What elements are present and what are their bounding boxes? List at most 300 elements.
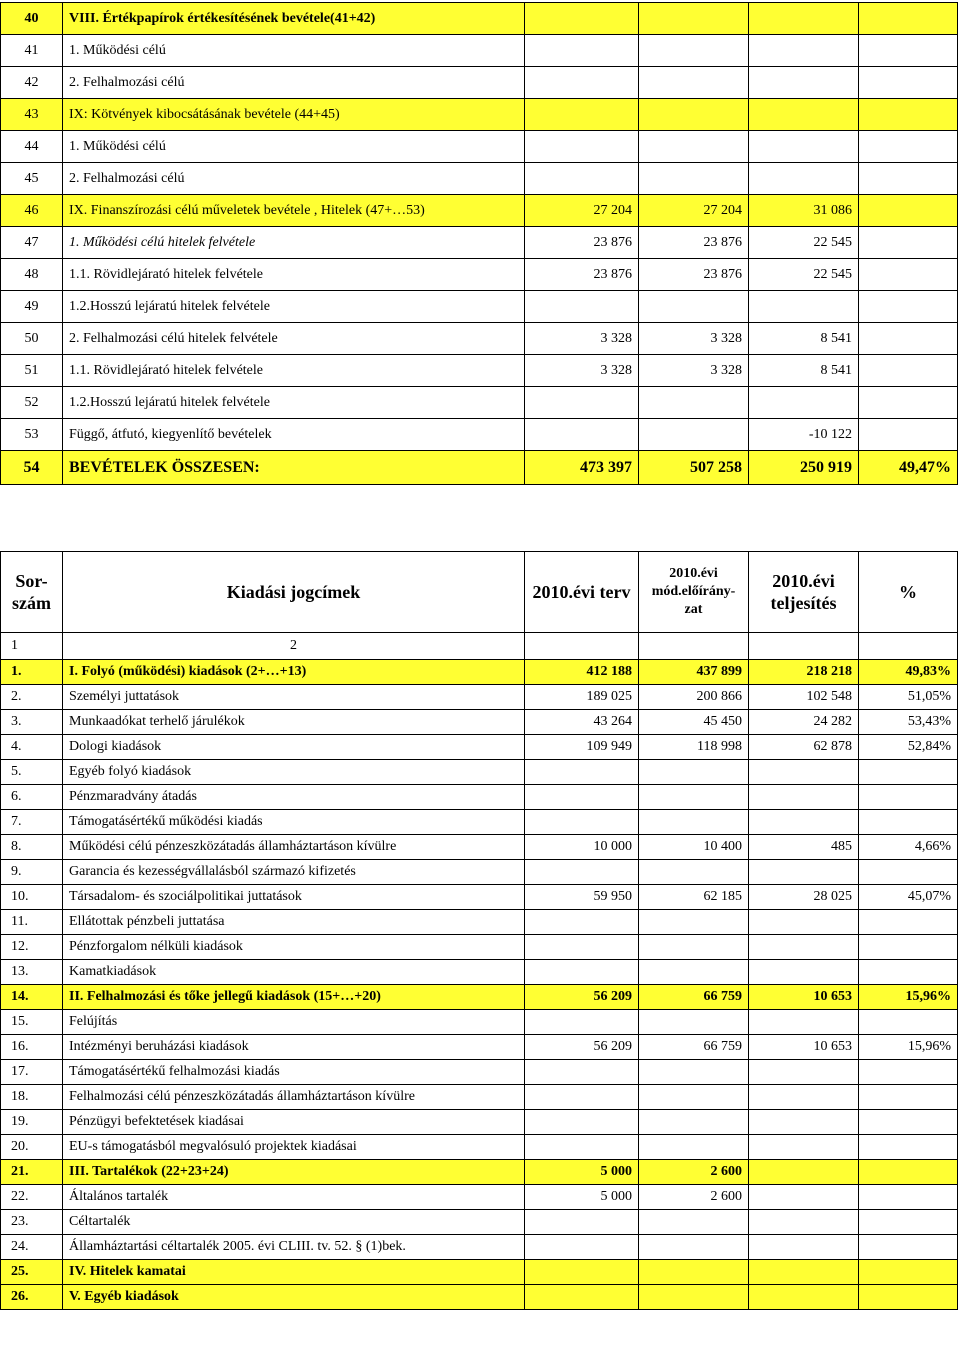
row-value-percent: 45,07% — [859, 885, 958, 910]
row-value-modified: 200 866 — [639, 685, 749, 710]
table-row — [1, 835, 958, 860]
table-row — [1, 1060, 958, 1085]
row-label: Támogatásértékű működési kiadás — [63, 810, 525, 835]
row-value-actual — [749, 960, 859, 985]
colnum-empty — [525, 633, 639, 660]
row-label: 2. Felhalmozási célú — [63, 67, 525, 99]
row-label: Intézményi beruházási kiadások — [63, 1035, 525, 1060]
row-value-plan: 56 209 — [525, 1035, 639, 1060]
row-label: Pénzforgalom nélküli kiadások — [63, 935, 525, 960]
row-value-percent: 51,05% — [859, 685, 958, 710]
row-value-percent — [859, 935, 958, 960]
row-number: 44 — [1, 131, 63, 163]
row-value-percent — [859, 1135, 958, 1160]
row-value-plan — [525, 1085, 639, 1110]
row-number: 18. — [1, 1085, 63, 1110]
row-number: 25. — [1, 1260, 63, 1285]
row-value-actual — [749, 67, 859, 99]
row-value-plan — [525, 810, 639, 835]
table-row — [1, 195, 958, 227]
table-row — [1, 685, 958, 710]
table-row — [1, 1285, 958, 1310]
header-percent: % — [859, 552, 958, 633]
row-value-modified: 45 450 — [639, 710, 749, 735]
row-number: 19. — [1, 1110, 63, 1135]
row-label: Dologi kiadások — [63, 735, 525, 760]
row-value-plan — [525, 387, 639, 419]
row-value-percent — [859, 355, 958, 387]
row-value-actual — [749, 131, 859, 163]
row-label: Felújítás — [63, 1010, 525, 1035]
table-row — [1, 35, 958, 67]
row-value-plan: 10 000 — [525, 835, 639, 860]
row-number: 5. — [1, 760, 63, 785]
colnum-1: 1 — [1, 633, 63, 660]
row-value-actual: 8 541 — [749, 323, 859, 355]
row-value-plan — [525, 785, 639, 810]
row-value-modified: 62 185 — [639, 885, 749, 910]
row-value-plan — [525, 1210, 639, 1235]
row-value-actual — [749, 860, 859, 885]
table-row — [1, 67, 958, 99]
row-label: Működési célú pénzeszközátadás államháztartáson kívülre — [63, 835, 525, 860]
row-value-percent: 15,96% — [859, 985, 958, 1010]
table-row — [1, 1135, 958, 1160]
table-row — [1, 810, 958, 835]
row-number: 1. — [1, 660, 63, 685]
row-number: 46 — [1, 195, 63, 227]
row-value-modified: 2 600 — [639, 1185, 749, 1210]
table-row — [1, 935, 958, 960]
table-row — [1, 259, 958, 291]
row-value-actual: 250 919 — [749, 451, 859, 485]
row-value-plan — [525, 860, 639, 885]
table-row — [1, 1235, 958, 1260]
table-row — [1, 99, 958, 131]
row-value-actual — [749, 99, 859, 131]
row-value-modified: 437 899 — [639, 660, 749, 685]
row-value-modified — [639, 1235, 749, 1260]
row-value-plan — [525, 99, 639, 131]
table-row — [1, 355, 958, 387]
row-value-modified: 66 759 — [639, 1035, 749, 1060]
row-number: 15. — [1, 1010, 63, 1035]
row-number: 12. — [1, 935, 63, 960]
row-label: III. Tartalékok (22+23+24) — [63, 1160, 525, 1185]
colnum-empty — [639, 633, 749, 660]
row-number: 45 — [1, 163, 63, 195]
row-number: 41 — [1, 35, 63, 67]
row-value-percent — [859, 3, 958, 35]
row-number: 51 — [1, 355, 63, 387]
row-value-percent: 49,47% — [859, 451, 958, 485]
row-value-actual — [749, 1185, 859, 1210]
expense-table — [0, 551, 958, 1310]
row-value-plan: 23 876 — [525, 227, 639, 259]
row-label: Támogatásértékű felhalmozási kiadás — [63, 1060, 525, 1085]
row-value-percent — [859, 1085, 958, 1110]
row-number: 9. — [1, 860, 63, 885]
row-value-plan — [525, 163, 639, 195]
table-row — [1, 227, 958, 259]
row-label: BEVÉTELEK ÖSSZESEN: — [63, 451, 525, 485]
row-value-actual: 22 545 — [749, 259, 859, 291]
row-value-actual — [749, 1285, 859, 1310]
row-value-modified — [639, 860, 749, 885]
row-label: Munkaadókat terhelő járulékok — [63, 710, 525, 735]
row-number: 50 — [1, 323, 63, 355]
row-value-percent — [859, 195, 958, 227]
table-row — [1, 710, 958, 735]
row-label: Pénzmaradvány átadás — [63, 785, 525, 810]
row-value-modified — [639, 1010, 749, 1035]
row-value-percent — [859, 227, 958, 259]
row-number: 7. — [1, 810, 63, 835]
row-value-modified — [639, 910, 749, 935]
table-row — [1, 1160, 958, 1185]
row-value-modified — [639, 3, 749, 35]
row-label: EU-s támogatásból megvalósuló projektek kiadásai — [63, 1135, 525, 1160]
row-label: Pénzügyi befektetések kiadásai — [63, 1110, 525, 1135]
row-value-percent — [859, 1235, 958, 1260]
row-value-percent — [859, 960, 958, 985]
row-value-modified: 118 998 — [639, 735, 749, 760]
row-label: 1. Működési célú hitelek felvétele — [63, 227, 525, 259]
row-number: 13. — [1, 960, 63, 985]
row-value-modified: 23 876 — [639, 259, 749, 291]
row-value-percent — [859, 387, 958, 419]
row-value-percent — [859, 1110, 958, 1135]
row-value-percent — [859, 760, 958, 785]
row-value-percent: 49,83% — [859, 660, 958, 685]
colnum-empty — [749, 633, 859, 660]
row-value-plan: 3 328 — [525, 355, 639, 387]
table-row — [1, 960, 958, 985]
row-value-modified: 3 328 — [639, 355, 749, 387]
table-row — [1, 910, 958, 935]
row-value-actual: 10 653 — [749, 1035, 859, 1060]
row-value-modified: 3 328 — [639, 323, 749, 355]
row-value-actual: 8 541 — [749, 355, 859, 387]
row-number: 16. — [1, 1035, 63, 1060]
row-value-plan — [525, 910, 639, 935]
row-value-percent — [859, 131, 958, 163]
row-value-percent — [859, 1010, 958, 1035]
row-value-actual — [749, 935, 859, 960]
header-mod-eloiranyzat: 2010.évi mód.előírány-zat — [639, 552, 749, 633]
row-value-actual — [749, 1235, 859, 1260]
row-value-actual — [749, 1260, 859, 1285]
row-number: 43 — [1, 99, 63, 131]
table-row — [1, 419, 958, 451]
row-value-plan: 43 264 — [525, 710, 639, 735]
row-value-modified — [639, 291, 749, 323]
row-value-percent — [859, 1210, 958, 1235]
row-label: Kamatkiadások — [63, 960, 525, 985]
table-row — [1, 1185, 958, 1210]
row-value-percent — [859, 99, 958, 131]
row-value-actual: 31 086 — [749, 195, 859, 227]
row-label: V. Egyéb kiadások — [63, 1285, 525, 1310]
row-label: 1.1. Rövidlejárató hitelek felvétele — [63, 259, 525, 291]
table-row — [1, 291, 958, 323]
row-label: I. Folyó (működési) kiadások (2+…+13) — [63, 660, 525, 685]
row-number: 22. — [1, 1185, 63, 1210]
row-number: 8. — [1, 835, 63, 860]
row-value-modified: 66 759 — [639, 985, 749, 1010]
row-number: 14. — [1, 985, 63, 1010]
table-row — [1, 1110, 958, 1135]
row-value-actual — [749, 291, 859, 323]
row-value-percent — [859, 291, 958, 323]
row-value-percent — [859, 1160, 958, 1185]
table-row — [1, 131, 958, 163]
row-value-percent — [859, 67, 958, 99]
row-value-plan: 189 025 — [525, 685, 639, 710]
row-value-modified — [639, 1260, 749, 1285]
row-value-plan: 23 876 — [525, 259, 639, 291]
expense-header-row — [1, 552, 958, 633]
row-value-actual — [749, 3, 859, 35]
table-row — [1, 1035, 958, 1060]
row-label: Társadalom- és szociálpolitikai juttatások — [63, 885, 525, 910]
row-value-percent: 15,96% — [859, 1035, 958, 1060]
row-label: 1. Működési célú — [63, 131, 525, 163]
row-value-actual — [749, 1010, 859, 1035]
row-value-modified: 2 600 — [639, 1160, 749, 1185]
row-number: 24. — [1, 1235, 63, 1260]
row-value-modified: 507 258 — [639, 451, 749, 485]
row-value-modified — [639, 1060, 749, 1085]
row-value-actual: 218 218 — [749, 660, 859, 685]
table-row — [1, 1210, 958, 1235]
row-value-modified — [639, 1085, 749, 1110]
row-label: Államháztartási céltartalék 2005. évi CLIII. tv. 52. § (1)bek. — [63, 1235, 525, 1260]
row-value-percent — [859, 1260, 958, 1285]
row-value-plan — [525, 35, 639, 67]
row-value-modified — [639, 785, 749, 810]
row-value-modified — [639, 163, 749, 195]
row-value-actual — [749, 1060, 859, 1085]
row-number: 6. — [1, 785, 63, 810]
row-value-plan — [525, 960, 639, 985]
header-kiadasi-jogcimek: Kiadási jogcímek — [63, 552, 525, 633]
row-number: 23. — [1, 1210, 63, 1235]
row-value-plan: 56 209 — [525, 985, 639, 1010]
table-row — [1, 451, 958, 485]
row-value-actual: 10 653 — [749, 985, 859, 1010]
row-value-actual: 22 545 — [749, 227, 859, 259]
row-value-actual — [749, 387, 859, 419]
row-value-plan: 5 000 — [525, 1185, 639, 1210]
row-value-percent — [859, 860, 958, 885]
row-value-modified — [639, 99, 749, 131]
row-value-plan — [525, 291, 639, 323]
row-value-modified — [639, 131, 749, 163]
table-row — [1, 1010, 958, 1035]
row-value-modified — [639, 1210, 749, 1235]
row-value-actual: 24 282 — [749, 710, 859, 735]
row-value-percent: 4,66% — [859, 835, 958, 860]
row-value-actual — [749, 910, 859, 935]
row-label: 2. Felhalmozási célú hitelek felvétele — [63, 323, 525, 355]
row-value-percent — [859, 1060, 958, 1085]
row-label: Függő, átfutó, kiegyenlítő bevételek — [63, 419, 525, 451]
row-label: Személyi juttatások — [63, 685, 525, 710]
row-value-modified — [639, 935, 749, 960]
row-value-plan — [525, 3, 639, 35]
table-row — [1, 885, 958, 910]
row-value-actual — [749, 810, 859, 835]
header-terv: 2010.évi terv — [525, 552, 639, 633]
row-value-modified — [639, 1135, 749, 1160]
row-value-modified — [639, 1285, 749, 1310]
row-value-modified — [639, 760, 749, 785]
row-number: 17. — [1, 1060, 63, 1085]
row-label: IV. Hitelek kamatai — [63, 1260, 525, 1285]
header-teljesites: 2010.évi teljesítés — [749, 552, 859, 633]
table-row — [1, 1260, 958, 1285]
row-label: 1.2.Hosszú lejáratú hitelek felvétele — [63, 291, 525, 323]
row-value-modified — [639, 67, 749, 99]
row-value-plan — [525, 1260, 639, 1285]
row-value-percent — [859, 419, 958, 451]
row-value-modified — [639, 419, 749, 451]
row-value-percent: 52,84% — [859, 735, 958, 760]
row-number: 3. — [1, 710, 63, 735]
row-value-plan — [525, 67, 639, 99]
row-number: 42 — [1, 67, 63, 99]
income-table — [0, 2, 958, 485]
table-row — [1, 735, 958, 760]
row-value-actual: 102 548 — [749, 685, 859, 710]
row-value-modified: 23 876 — [639, 227, 749, 259]
row-number: 48 — [1, 259, 63, 291]
row-number: 2. — [1, 685, 63, 710]
row-value-plan: 59 950 — [525, 885, 639, 910]
row-value-percent — [859, 1185, 958, 1210]
row-value-percent — [859, 259, 958, 291]
table-row — [1, 1085, 958, 1110]
table-row — [1, 323, 958, 355]
row-value-percent — [859, 1285, 958, 1310]
row-number: 26. — [1, 1285, 63, 1310]
table-row — [1, 785, 958, 810]
row-value-plan — [525, 1010, 639, 1035]
row-value-plan — [525, 1060, 639, 1085]
row-value-plan — [525, 1110, 639, 1135]
row-label: 1.2.Hosszú lejáratú hitelek felvétele — [63, 387, 525, 419]
row-value-actual — [749, 760, 859, 785]
row-label: 2. Felhalmozási célú — [63, 163, 525, 195]
row-value-plan — [525, 131, 639, 163]
row-number: 49 — [1, 291, 63, 323]
row-value-plan: 27 204 — [525, 195, 639, 227]
row-value-modified: 10 400 — [639, 835, 749, 860]
row-number: 10. — [1, 885, 63, 910]
row-number: 54 — [1, 451, 63, 485]
row-label: II. Felhalmozási és tőke jellegű kiadások (15+…+20) — [63, 985, 525, 1010]
row-label: Általános tartalék — [63, 1185, 525, 1210]
row-value-modified — [639, 1110, 749, 1135]
row-value-modified: 27 204 — [639, 195, 749, 227]
row-value-actual — [749, 1160, 859, 1185]
row-value-plan: 412 188 — [525, 660, 639, 685]
row-label: 1. Működési célú — [63, 35, 525, 67]
table-row — [1, 660, 958, 685]
row-value-percent: 53,43% — [859, 710, 958, 735]
row-value-plan — [525, 935, 639, 960]
row-label: Egyéb folyó kiadások — [63, 760, 525, 785]
row-value-actual: 485 — [749, 835, 859, 860]
row-label: Felhalmozási célú pénzeszközátadás államháztartáson kívülre — [63, 1085, 525, 1110]
row-value-actual — [749, 785, 859, 810]
row-label: Garancia és kezességvállalásból származó kifizetés — [63, 860, 525, 885]
row-value-plan — [525, 1285, 639, 1310]
row-value-percent — [859, 785, 958, 810]
row-value-actual — [749, 1085, 859, 1110]
expense-colnum-row — [1, 633, 958, 660]
row-value-actual: 62 878 — [749, 735, 859, 760]
row-value-percent — [859, 35, 958, 67]
row-value-plan: 5 000 — [525, 1160, 639, 1185]
row-value-actual — [749, 1210, 859, 1235]
row-value-percent — [859, 163, 958, 195]
table-row — [1, 860, 958, 885]
row-value-actual — [749, 35, 859, 67]
row-value-plan — [525, 419, 639, 451]
row-value-modified — [639, 960, 749, 985]
row-value-percent — [859, 810, 958, 835]
row-number: 53 — [1, 419, 63, 451]
row-value-actual — [749, 1110, 859, 1135]
row-value-plan — [525, 760, 639, 785]
table-row — [1, 387, 958, 419]
row-number: 47 — [1, 227, 63, 259]
row-number: 4. — [1, 735, 63, 760]
row-label: 1.1. Rövidlejárató hitelek felvétele — [63, 355, 525, 387]
row-value-modified — [639, 387, 749, 419]
row-label: VIII. Értékpapírok értékesítésének bevétele(41+42) — [63, 3, 525, 35]
header-sorszam: Sor-szám — [1, 552, 63, 633]
row-value-actual — [749, 1135, 859, 1160]
row-number: 21. — [1, 1160, 63, 1185]
row-value-actual: 28 025 — [749, 885, 859, 910]
row-label: IX. Finanszírozási célú műveletek bevétele , Hitelek (47+…53) — [63, 195, 525, 227]
table-row — [1, 985, 958, 1010]
row-number: 20. — [1, 1135, 63, 1160]
row-value-plan — [525, 1235, 639, 1260]
row-value-percent — [859, 323, 958, 355]
table-row — [1, 3, 958, 35]
row-value-plan: 473 397 — [525, 451, 639, 485]
row-label: Ellátottak pénzbeli juttatása — [63, 910, 525, 935]
row-number: 11. — [1, 910, 63, 935]
row-value-plan: 3 328 — [525, 323, 639, 355]
table-row — [1, 163, 958, 195]
colnum-empty — [859, 633, 958, 660]
row-value-plan: 109 949 — [525, 735, 639, 760]
row-value-plan — [525, 1135, 639, 1160]
row-number: 40 — [1, 3, 63, 35]
row-label: Céltartalék — [63, 1210, 525, 1235]
table-row — [1, 760, 958, 785]
row-value-modified — [639, 35, 749, 67]
row-number: 52 — [1, 387, 63, 419]
row-value-actual — [749, 163, 859, 195]
colnum-2: 2 — [63, 633, 525, 660]
row-value-modified — [639, 810, 749, 835]
